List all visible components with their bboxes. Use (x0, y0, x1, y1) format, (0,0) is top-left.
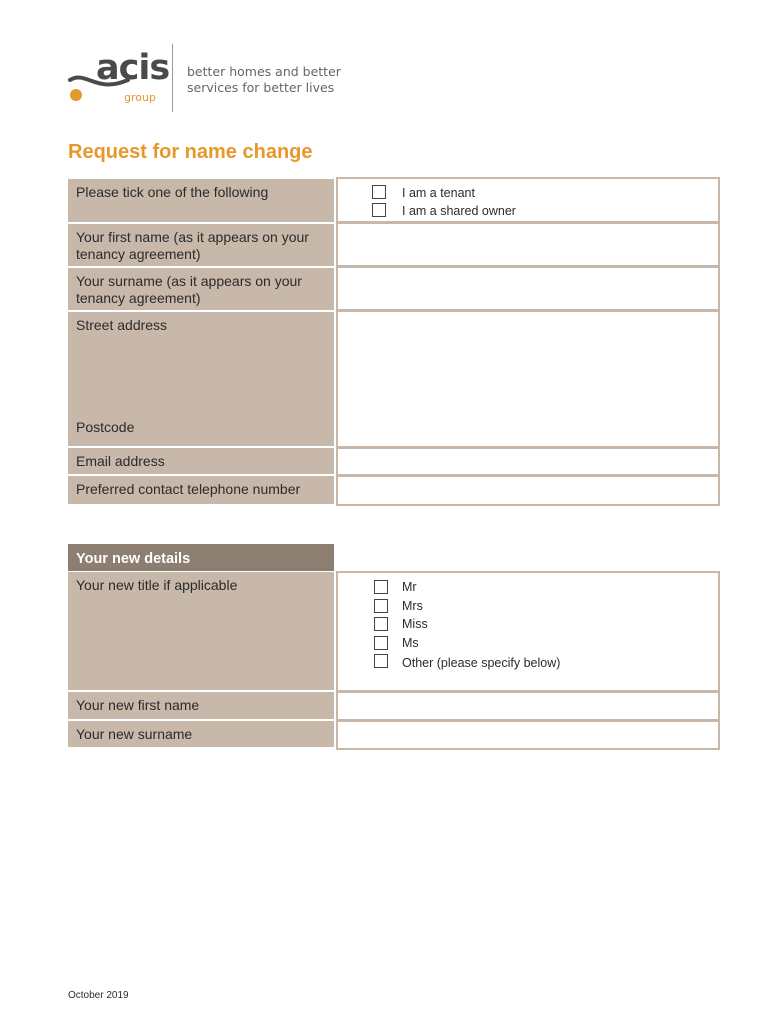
page-title: Request for name change (68, 141, 313, 163)
title-miss-checkbox[interactable] (374, 617, 388, 631)
address-label-cell (68, 312, 334, 446)
new-surname-label: Your new surname (68, 721, 334, 747)
title-other-label: Other (please specify below) (402, 656, 561, 670)
first-name-field[interactable] (336, 223, 720, 267)
title-other-checkbox[interactable] (374, 654, 388, 668)
phone-field[interactable] (336, 476, 720, 506)
acis-logo (66, 44, 346, 116)
title-mrs-checkbox[interactable] (374, 599, 388, 613)
new-title-options-cell (336, 571, 720, 692)
logo-tagline (187, 64, 341, 96)
logo-divider (172, 44, 173, 112)
shared-owner-option-label: I am a shared owner (402, 204, 516, 218)
new-first-name-label: Your new first name (68, 692, 334, 719)
title-ms-label: Ms (402, 636, 419, 650)
title-ms-checkbox[interactable] (374, 636, 388, 650)
title-mrs-label: Mrs (402, 599, 423, 613)
logo-wordmark: acis (96, 48, 170, 88)
tagline-line-1: better homes and better (187, 64, 341, 79)
title-mr-checkbox[interactable] (374, 580, 388, 594)
new-first-name-field[interactable] (336, 692, 720, 721)
email-label: Email address (68, 448, 334, 474)
footer-date: October 2019 (68, 990, 129, 1001)
surname-label: Your surname (as it appears on your tenancy agreement) (68, 268, 334, 310)
address-field[interactable] (336, 311, 720, 448)
tenure-options-cell (336, 177, 720, 223)
logo-subtitle: group (124, 91, 156, 104)
tick-label: Please tick one of the following (68, 179, 334, 222)
street-address-label: Street address (76, 317, 168, 333)
title-miss-label: Miss (402, 617, 428, 631)
first-name-label: Your first name (as it appears on your tenancy agreement) (68, 224, 334, 266)
tagline-line-2: services for better lives (187, 80, 335, 95)
phone-label: Preferred contact telephone number (68, 476, 334, 504)
shared-owner-checkbox[interactable] (372, 203, 386, 217)
new-surname-field[interactable] (336, 721, 720, 750)
postcode-label: Postcode (76, 419, 135, 435)
surname-field[interactable] (336, 267, 720, 311)
tenant-option-label: I am a tenant (402, 186, 475, 200)
title-mr-label: Mr (402, 580, 417, 594)
new-title-label: Your new title if applicable (68, 572, 334, 690)
email-field[interactable] (336, 448, 720, 476)
new-details-heading: Your new details (68, 544, 334, 571)
tenant-checkbox[interactable] (372, 185, 386, 199)
